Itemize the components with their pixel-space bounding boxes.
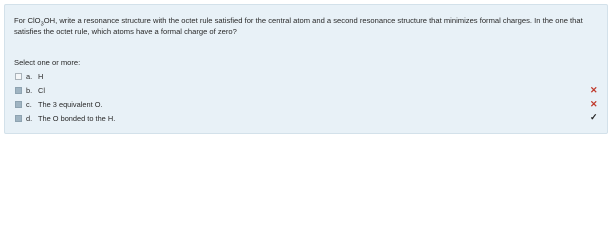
option-b-letter: b. xyxy=(26,85,33,95)
option-a-checkbox[interactable] xyxy=(15,73,22,80)
option-d-letter: d. xyxy=(26,113,33,123)
option-b-checkbox[interactable] xyxy=(15,87,22,94)
question-panel xyxy=(4,4,608,134)
option-c-text: The 3 equivalent O. xyxy=(38,99,103,109)
option-c-letter: c. xyxy=(26,99,32,109)
option-b[interactable] xyxy=(15,85,45,95)
correct-icon: ✓ xyxy=(590,112,598,122)
option-c-checkbox[interactable] xyxy=(15,101,22,108)
question-text: For ClO$_3$OH, write a resonance structure with the octet rule satisfied for the central atom and a second resonance structure that minimizes formal charges. In the one that satisfies the octet rule, which atoms have a formal charge of zero? xyxy=(14,16,583,36)
option-d[interactable] xyxy=(15,113,115,123)
option-b-text: Cl xyxy=(38,85,45,95)
option-c[interactable] xyxy=(15,99,103,109)
option-a-letter: a. xyxy=(26,71,33,81)
option-d-checkbox[interactable] xyxy=(15,115,22,122)
select-prompt: Select one or more: xyxy=(14,58,81,67)
option-a[interactable] xyxy=(15,71,43,81)
option-a-text: H xyxy=(38,71,44,81)
incorrect-icon: ✕ xyxy=(590,85,598,95)
incorrect-icon: ✕ xyxy=(590,99,598,109)
option-d-text: The O bonded to the H. xyxy=(38,113,116,123)
